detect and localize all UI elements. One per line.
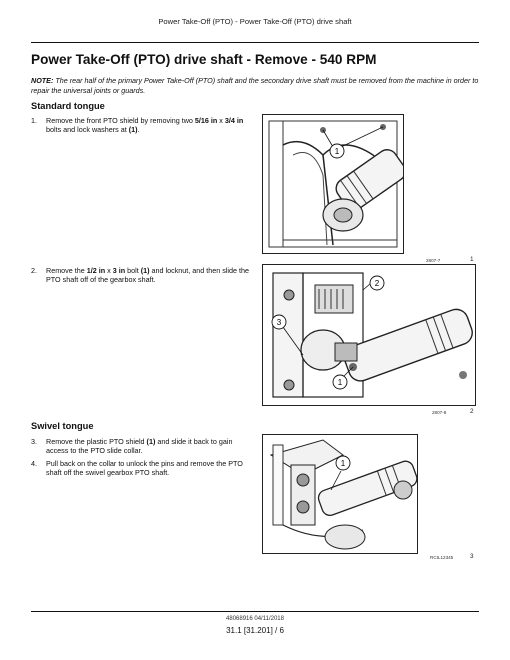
figure-3-callout-1: 1 — [340, 459, 346, 468]
running-header: Power Take-Off (PTO) - Power Take-Off (PTO) drive shaft — [158, 17, 352, 26]
step-1-number: 1. — [31, 116, 37, 125]
figure-1-number: 1 — [470, 256, 474, 263]
step-4 — [31, 459, 256, 478]
step-4-number: 4. — [31, 459, 37, 468]
step-2-number: 2. — [31, 266, 37, 275]
figure-3-drawing — [263, 435, 417, 553]
footer-rule — [31, 611, 479, 612]
figure-2-image — [262, 264, 476, 406]
step-1-text: Remove the front PTO shield by removing two 5/16 in x 3/4 in bolts and lock washers at (1). — [46, 116, 244, 135]
step-3-text: Remove the plastic PTO shield (1) and slide it back to gain access to the PTO slide collar. — [46, 437, 233, 456]
figure-3-number: 3 — [470, 553, 474, 560]
step-1 — [31, 116, 256, 135]
figure-1-callout-1: 1 — [334, 147, 340, 156]
note-paragraph — [31, 76, 481, 95]
figure-2-callout-2: 2 — [374, 279, 380, 288]
figure-2-drawing — [263, 265, 475, 405]
step-4-text: Pull back on the collar to unlock the pins and remove the PTO shaft off the swivel gearbox PTO shaft. — [46, 459, 243, 478]
step-3 — [31, 437, 256, 456]
figure-2-callout-1: 1 — [337, 378, 343, 387]
step-3-number: 3. — [31, 437, 37, 446]
step-2-text: Remove the 1/2 in x 3 in bolt (1) and locknut, and then slide the PTO shaft off of the gearbox shaft. — [46, 266, 250, 285]
figure-1-image — [262, 114, 404, 254]
figure-2-callout-3: 3 — [276, 318, 282, 327]
figure-2-number: 2 — [470, 408, 474, 415]
section-heading-swivel-tongue: Swivel tongue — [31, 421, 94, 431]
footer-page-ref: 31.1 [31.201] / 6 — [226, 626, 284, 635]
step-2 — [31, 266, 256, 285]
figure-2-code: 2807-8 — [432, 410, 447, 415]
footer-doc-id: 48068916 04/11/2018 — [226, 616, 284, 622]
note-label: NOTE: — [31, 76, 54, 85]
figure-1-drawing — [263, 115, 403, 253]
note-text: The rear half of the primary Power Take-Off (PTO) shaft and the secondary drive shaft must be removed from the machine in order to repair the universal joints or guards. — [31, 76, 479, 95]
section-heading-standard-tongue: Standard tongue — [31, 101, 105, 111]
figure-3-code: RCIL12345 — [430, 555, 454, 560]
header-rule — [31, 42, 479, 43]
page-title: Power Take-Off (PTO) drive shaft - Remove - 540 RPM — [31, 52, 377, 67]
figure-1-code: 2807-7 — [426, 258, 441, 263]
figure-3-image — [262, 434, 418, 554]
